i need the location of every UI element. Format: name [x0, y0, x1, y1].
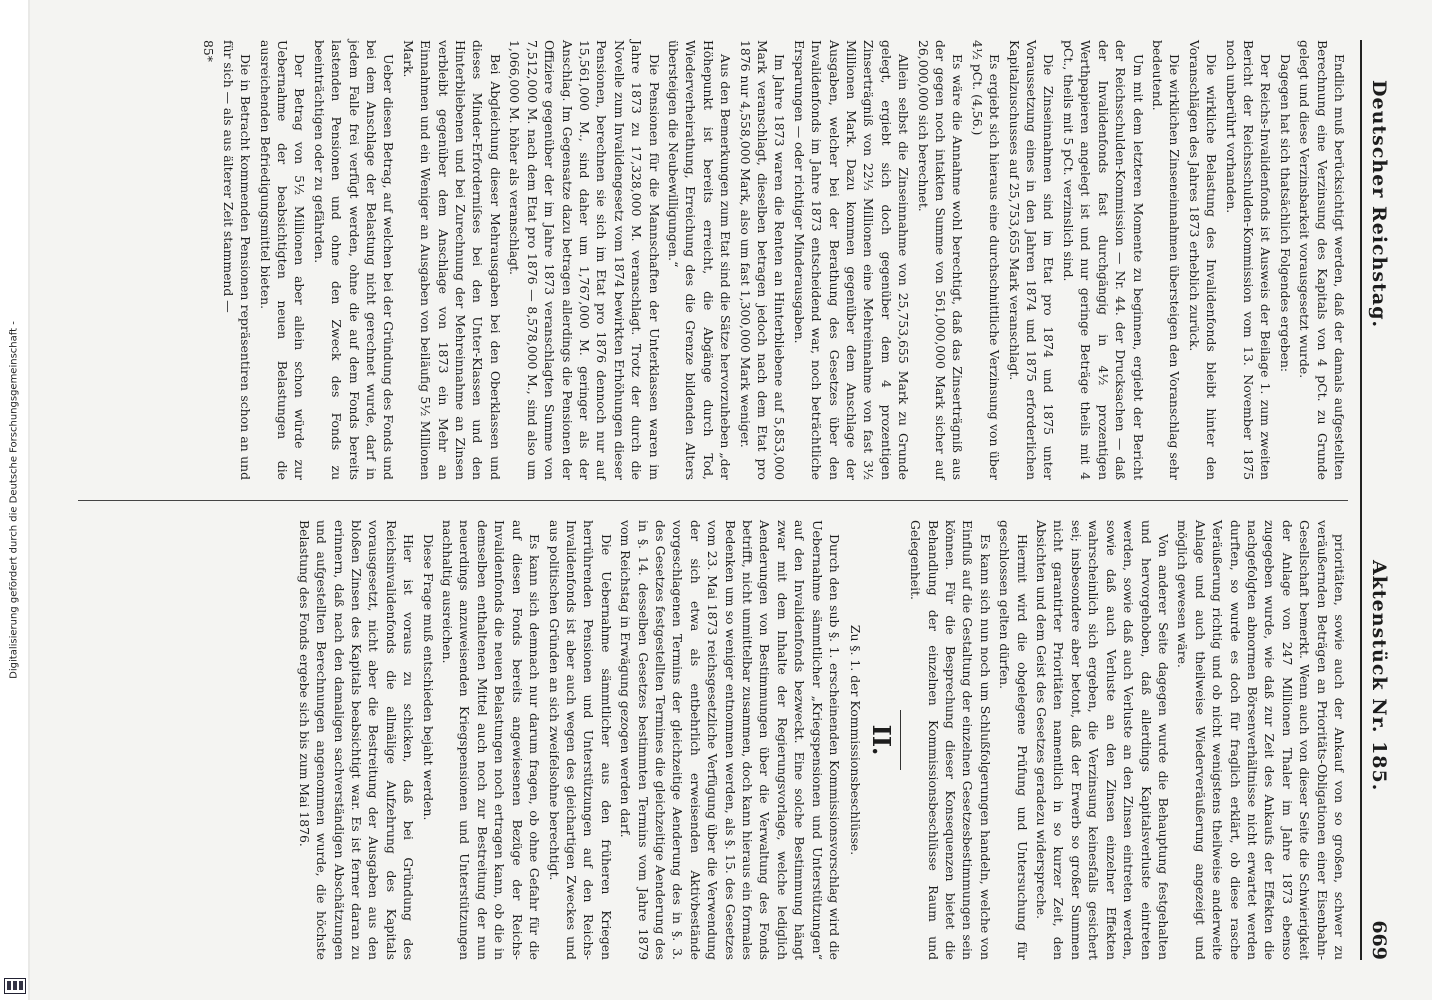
- scanned-sheet: [30, 0, 1432, 1000]
- paragraph: Die Uebernahme sämmtlicher aus den früheren Kriegen herrührenden Pensionen und Unterstützungen auf den Reichs-Invalidenfonds ist aber auch wegen des gleichartigen Zweckes und aus politischen Gründen an sich zweifelsohne berechtigt.: [546, 520, 614, 960]
- signature-mark: 85*: [201, 40, 217, 62]
- paragraph: Die Zinseinnahmen sind im Etat pro 1874 und 1875 unter Voraussetzung eines in den Jahren 1874 und 1875 erforderlichen Kapitalzuschusses auf 25,753,655 Mark veranschlagt.: [1006, 40, 1057, 480]
- paragraph: Allein selbst die Zinseinnahme von 25,753,655 Mark zu Grunde gelegt, ergiebt sich doch gegenüber dem 4 prozentigen Zinserträgniß von 22⅓ Millionen eine Mehreinnahme von fast 3½ Millionen Mark. Dazu kommen gegenüber dem Anschlage der Ausgaben, welcher bei der Berathung des Gesetzes über den Invalidenfonds im Jahre 1873 entscheidend war, noch beträchtliche Ersparungen — oder richtiger Minderausgaben.: [791, 40, 912, 480]
- header-document-number: Aktenstück Nr. 185.: [1368, 560, 1390, 792]
- column-divider: [78, 500, 1348, 501]
- paragraph: Die in Betracht kommenden Pensionen repräsentiren schon an und für sich — als aus älterer Zeit stammend —: [220, 40, 254, 480]
- paragraph: prioritäten, sowie auch der Ankauf von so großen, schwer zu veräußernden Beträgen an Prioritäts-Obligationen einer Eisenbahn-Gesellschaft bemerkt. Wenn auch von dieser Seite die Schwierigkeit der Anlage von 247 Millionen Thaler im Jahre 1873 ebenso zugegeben wurde, wie daß zur Zeit des Ankaufs der Effekten die nachgefolgten abnormen Börsenverhältnisse nicht erwartet werden durften, so wurde es doch für fraglich erklärt, ob diese rasche Veräußerung richtig und ob nicht wenigstens theilweise anderweite Anlage und auch theilweise Wiederveräußerung angezeigt und möglich gewesen wäre.: [1175, 520, 1347, 960]
- paragraph: Es ergiebt sich hieraus eine durchschnittliche Verzinsung von über 4½ pCt. (4,56.): [969, 40, 1003, 480]
- paragraph: Die Pensionen für die Mannschaften der Unterklassen waren im Jahre 1873 zu 17,328,000 M. veranschlagt. Trotz der durch die Novelle zum Invalidengesetz vom 1874 bewirkten Erhöhungen dieser Pensionen, berechnen sie sich im Etat pro 1876 dennoch nur auf 15,561,000 M., sind daher um 1,767,000 M. geringer als der Anschlag. Im Gegensatze dazu betragen allerdings die Pensionen der Offiziere gegenüber der im Jahre 1873 veranschlagten Summe von 7,512,000 M. nach dem Etat pro 1876 — 8,578,000 M., sind also um 1,066,000 M. höher als veranschlagt.: [507, 40, 662, 480]
- paragraph: Es kann sich demnach nur darum fragen, ob ohne Gefahr für die auf diesen Fonds bereits angewiesenen Bezüge der Reichs-Invalidenfonds die neuen Belastungen noch ertragen kann, ob die in demselben enthaltenen Mittel auch noch zur Bestreitung der nun neuerdings anzuweisenden Kriegspensionen und Unterstützungen nachhaltig ausreichen.: [440, 520, 543, 960]
- paragraph: Die wirkliche Belastung des Invalidenfonds bleibt hinter den Voranschlägen des Jahres 1873 erheblich zurück.: [1186, 40, 1220, 480]
- column-left-text: [293, 520, 1348, 960]
- header-title: Deutscher Reichstag.: [1368, 80, 1390, 329]
- paragraph: Ueber diesen Betrag, auf welchen bei der Gründung des Fonds und bei dem Anschlage der Belastung nicht gerechnet wurde, darf in jedem Falle frei verfügt werden, ohne die auf dem Fonds bereits lastenden Pensionen und ohne den Zweck des Fonds zu beeinträchtigen oder zu gefährden.: [311, 40, 397, 480]
- digitization-margin: [0, 0, 28, 1000]
- paragraph: Im Jahre 1873 waren die Renten an Hinterbliebene auf 5,853,000 Mark veranschlagt, dieselben betragen jedoch nach dem Etat pro 1876 nur 4,558,000 Mark, also um fast 1,300,000 Mark weniger.: [737, 40, 788, 480]
- dfg-logo-icon: [4, 978, 26, 994]
- paragraph: Es wäre die Annahme wohl berechtigt, daß das Zinserträgniß aus der gegen noch intakten Summe von 561,000,000 Mark sicher auf 26,000,000 sich berechnet.: [915, 40, 966, 480]
- paragraph: Der Betrag von 5½ Millionen aber allein schon würde zur Uebernahme der beabsichtigten neuen Belastungen die ausreichenden Befriedigungsmittel bieten.: [257, 40, 308, 480]
- paragraph: Bei Abgleichung dieser Mehrausgaben bei den Oberklassen und dieses Minder-Erforderniſses bei den Unter-Klassen und den Hinterbliebenen und bei Zurechnung der Mehreinnahme an Zinsen verbleibt gegenüber dem Anschlage von 1873 ein Mehr an Einnahmen und ein Weniger an Ausgaben von beiläufig 5½ Millionen Mark.: [400, 40, 503, 480]
- page-header: [1360, 40, 1392, 960]
- page-number: 669: [1368, 920, 1390, 960]
- paragraph: Hiermit wird die obgelegene Prüfung und Untersuchung für geschlossen gelten dürfen.: [997, 520, 1030, 960]
- paragraph: Der Reichs-Invalidenfonds ist Ausweis der Beilage 1. zum zweiten Bericht der Reichsschulden-Kommission vom 13. November 1875 noch unberührt vorhanden.: [1223, 40, 1274, 480]
- digitization-note: Digitalisierung gefördert durch die Deutsche Forschungsgemeinschaft -: [8, 321, 20, 679]
- section-numeral: II.: [866, 724, 896, 756]
- paragraph: Aus den Bemerkungen zum Etat sind die Sätze hervorzuheben „der Höhepunkt ist bereits erreicht, die Abgänge durch Tod, Wiederverheirathung, Erreichung des die Grenze bildenden Alters übersteigen die Neubewilligungen.“: [665, 40, 734, 480]
- paragraph: Die wirklichen Zinseneinnahmen übersteigen den Voranschlag sehr bedeutend.: [1149, 40, 1183, 480]
- paragraph: Durch den sub §. 1. erscheinenden Kommissionsvorschlag wird die Uebernahme sämmtlicher „Kriegspensionen und Unterstützungen“ auf den Invalidenfonds bezweckt. Eine solche Bestimmung hängt zwar mit dem Inhalte der Regierungsvorlage, welche lediglich Aenderungen von Bestimmungen über die Verwaltung des Fonds betrifft, nicht unmittelbar zusammen, doch kann hieraus ein formales Bedenken um so weniger entnommen werden, als §. 15. des Gesetzes vom 23. Mai 1873 reichsgesetzliche Verfügung über die Verwendung der sich etwa als entbehrlich erweisenden Aktivbestände vorgeschlagenen Termins der gleichzeitige Aenderung des in §. 3. des Gesetzes festgestellten Termines die gleichzeitige Aenderung des in §. 14. desselben Gesetzes bestimmten Termins vom Jahre 1879 vom Reichstag in Erwägung gezogen werden darf.: [618, 520, 843, 960]
- rotated-page: [30, 0, 1432, 1000]
- paragraph: Von anderer Seite dagegen wurde die Behauptung festgehalten und hervorgehoben, daß allerdings Kapitalsverluste eintreten werden, sowie daß auch Verluste an den Zinsen eintreten werden, sowie daß auch Verluste an den Zinsen einzelner Effekten wahrscheinlich sich ergeben, die Verzinsung keinesfalls gesichert sei; insbesondere aber betont, daß der Erwerb so großer Summen nicht garantirter Prioritäten namentlich in so kurzer Zeit, den Absichten und dem Geist des Gesetzes geradezu widerspreche.: [1034, 520, 1171, 960]
- paragraph: Endlich muß berücksichtigt werden, daß der damals aufgestellten Berechnung eine Verzinsung des Kapitals von 4 pCt. zu Grunde gelegt und diese Verzinsbarkeit vorausgesetzt wurde.: [1297, 40, 1347, 480]
- section-subtitle: Zu §. 1. der Kommissionsbeschlüsse.: [848, 624, 864, 856]
- column-right-text: [200, 40, 1348, 480]
- paragraph: Es kann sich nun noch um Schlußfolgerungen handeln, welche von Einfluß auf die Gestaltung der einzelnen Gesetzesbestimmungen sein können. Für die Besprechung dieser Konsequenzen bietet die Behandlung der einzelnen Kommissionsbeschlüsse Raum und Gelegenheit.: [908, 520, 993, 960]
- paragraph: Hier ist voraus zu schicken, daß bei Gründung des Reichsinvalidenfonds die allmälige Aufzehrung des Kapitals vorausgesetzt, nicht aber die Bestreitung der Ausgaben aus den bloßen Zinsen des Kapitals beabsichtigt war. Es ist ferner daran zu erinnern, daß nach den damaligen sachverständigen Abschätzungen und aufgestellten Berechnungen angenommen wurde, die höchste Belastung des Fonds ergebe sich bis zum Mai 1876.: [296, 520, 417, 960]
- section-rule: [900, 710, 901, 770]
- paragraph: Dagegen hat sich thatsächlich Folgendes ergeben:: [1277, 54, 1293, 373]
- paragraph: Diese Frage muß entschieden bejaht werden.: [420, 534, 436, 821]
- paragraph: Um mit dem letzteren Momente zu beginnen, ergiebt der Bericht der Reichsschulden-Kommission — Nr. 44. der Drucksachen — daß der Invalidenfonds fast durchgängig in 4½ prozentigen Werthpapieren angelegt ist und nur geringe Beträge theils mit 4 pCt., theils mit 5 pCt. verzinslich sind.: [1060, 40, 1146, 480]
